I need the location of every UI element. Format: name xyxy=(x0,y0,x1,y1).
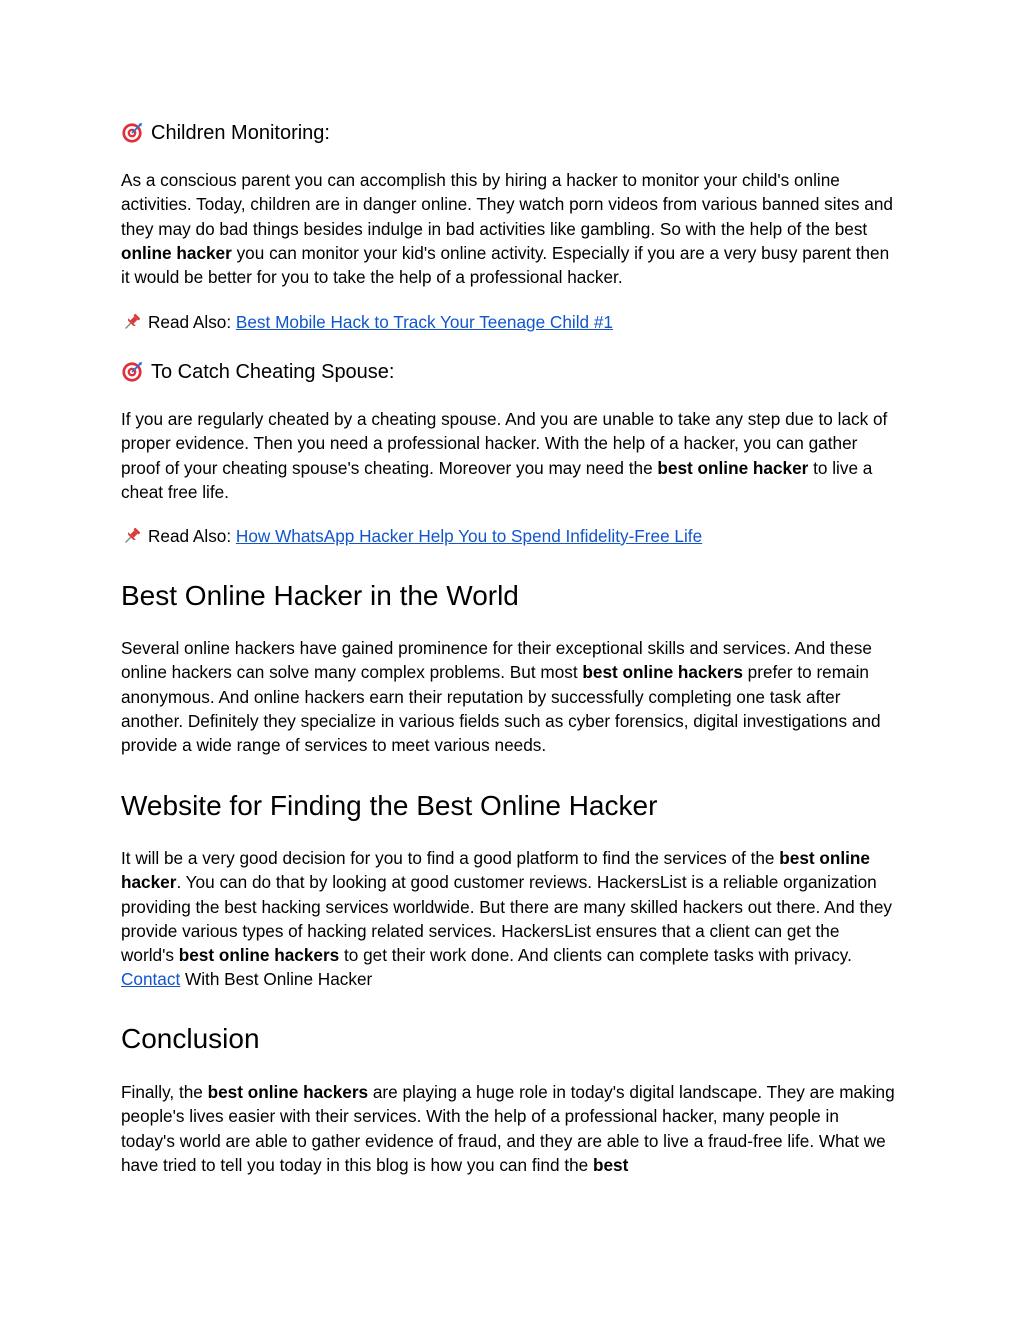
read-also-children xyxy=(121,310,896,334)
bold-keyword: best online hacker xyxy=(657,457,809,478)
best-online-hacker-world-paragraph xyxy=(121,636,896,757)
read-also-row xyxy=(121,524,896,548)
conclusion-heading: Conclusion xyxy=(121,1023,260,1054)
bold-keyword: best online hackers xyxy=(582,662,743,683)
pushpin-icon xyxy=(121,525,143,547)
conclusion-paragraph-block xyxy=(121,1080,896,1177)
bold-keyword: best online hackers xyxy=(178,945,340,966)
website-finding-paragraph xyxy=(121,846,896,992)
section-children-monitoring xyxy=(121,121,896,145)
read-also-link-mobile-hack[interactable]: Best Mobile Hack to Track Your Teenage Child #1 xyxy=(235,312,613,332)
text-run: Finally, the xyxy=(121,1082,208,1102)
target-icon xyxy=(121,122,143,144)
read-also-row xyxy=(121,310,896,334)
best-online-hacker-world-paragraph-block xyxy=(121,636,896,757)
best-online-hacker-world-heading: Best Online Hacker in the World xyxy=(121,580,519,611)
read-also-spouse xyxy=(121,524,896,548)
cheating-spouse-heading xyxy=(121,360,896,384)
read-also-link-whatsapp-hacker[interactable]: How WhatsApp Hacker Help You to Spend Infidelity-Free Life xyxy=(235,526,703,546)
text-run: . You can do that by looking at good customer reviews. HackersList is a reliable organization providing the best hacking services worldwide. But there are many skilled hackers out there. And they provide various types of hacking related services. HackersList ensures that a client can get the world's xyxy=(121,872,892,966)
section-website-finding xyxy=(121,789,896,823)
bold-keyword: online hacker xyxy=(121,242,232,263)
cheating-spouse-paragraph-block xyxy=(121,407,896,504)
text-run: prefer to remain anonymous. And online hackers earn their reputation by successfully completing one task after another. Definitely they specialize in various fields such as cyber forensics, digital investigations and provide a wide range of services to meet various needs. xyxy=(121,662,881,756)
website-finding-heading: Website for Finding the Best Online Hacker xyxy=(121,790,658,821)
text-run: With Best Online Hacker xyxy=(180,969,373,990)
text-run: If you are regularly cheated by a cheating spouse. And you are unable to take any step due to lack of proper evidence. Then you need a professional hacker. With the help of a hacker, you can gather proof of your cheating spouse's cheating. Moreover you may need the xyxy=(121,409,888,478)
section-best-online-hacker-world xyxy=(121,579,896,613)
children-monitoring-paragraph xyxy=(121,168,896,289)
text-run: to get their work done. And clients can complete tasks with privacy. xyxy=(339,945,852,966)
section-cheating-spouse xyxy=(121,360,896,384)
text-run: to live a cheat free life. xyxy=(121,457,873,502)
cheating-spouse-paragraph xyxy=(121,407,896,504)
cheating-spouse-heading-text: To Catch Cheating Spouse: xyxy=(151,361,395,383)
read-also-label: Read Also: xyxy=(148,526,236,546)
website-finding-paragraph-block xyxy=(121,846,896,992)
text-run: As a conscious parent you can accomplish this by hiring a hacker to monitor your child's online activities. Today, children are in danger online. They watch porn videos from various banned sites and they may do bad things besides indulge in bad activities like gambling. So with the help of the best xyxy=(121,170,893,239)
section-conclusion xyxy=(121,1022,896,1056)
target-icon xyxy=(121,361,143,383)
pushpin-icon xyxy=(121,311,143,333)
children-monitoring-paragraph-block xyxy=(121,168,896,289)
text-run: Several online hackers have gained prominence for their exceptional skills and services. And these online hackers can solve many complex problems. But most xyxy=(121,638,872,683)
text-run: you can monitor your kid's online activity. Especially if you are a very busy parent then it would be better for you to take the help of a professional hacker. xyxy=(121,242,890,288)
children-monitoring-heading xyxy=(121,121,896,145)
text-run: are playing a huge role in today's digital landscape. They are making people's lives easier with their services. With the help of a professional hacker, many people in today's world are able to gather evidence of fraud, and they are able to live a fraud-free life. What we have tried to tell you today in this blog is how you can find the xyxy=(121,1082,895,1175)
bold-keyword: best online hacker xyxy=(121,848,870,893)
conclusion-paragraph xyxy=(121,1080,896,1177)
bold-keyword: best online hackers xyxy=(207,1082,369,1102)
text-run: It will be a very good decision for you to find a good platform to find the services of the xyxy=(121,848,780,868)
children-monitoring-heading-text: Children Monitoring: xyxy=(151,122,330,144)
bold-keyword: best xyxy=(593,1154,629,1175)
read-also-label: Read Also: xyxy=(148,312,236,332)
contact-link[interactable]: Contact xyxy=(121,969,181,990)
